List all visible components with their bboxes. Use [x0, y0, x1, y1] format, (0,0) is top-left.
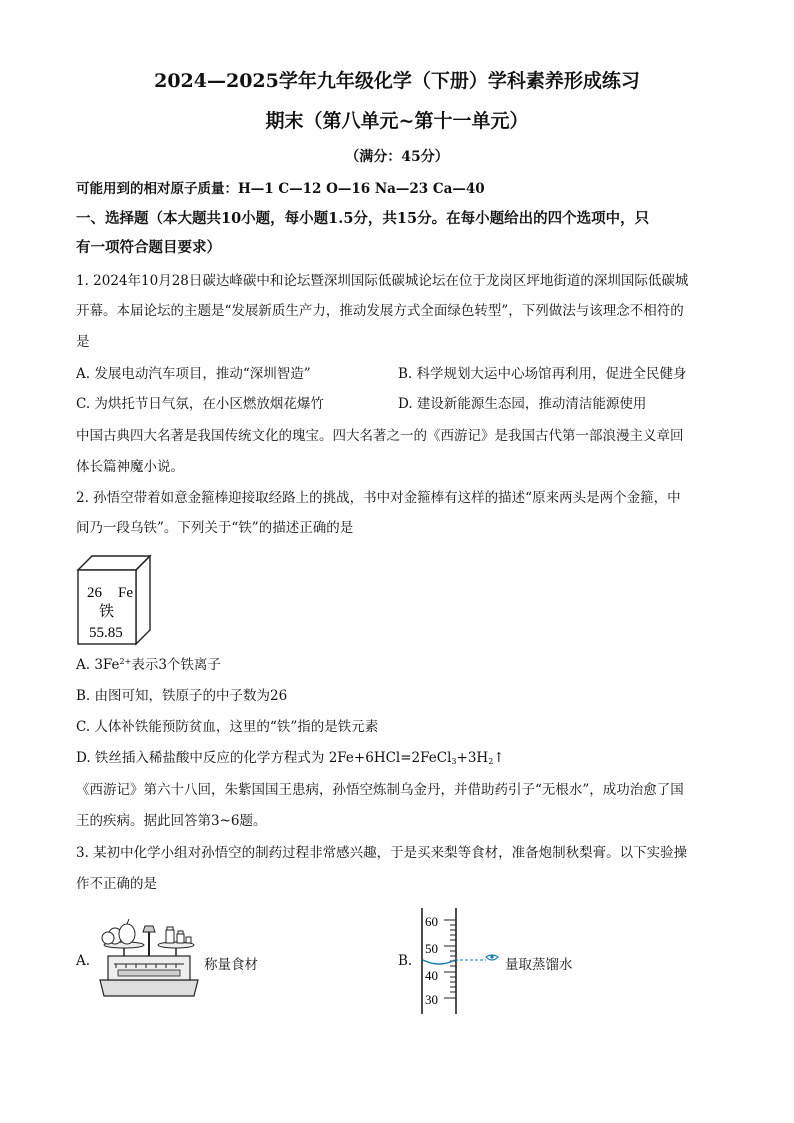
intro3-line1: 《西游记》第六十八回，朱紫国国王患病，孙悟空炼制乌金丹，并借助药引子“无根水”，成功治愈了国	[76, 782, 684, 798]
section-heading-line2: 有一项符合题目要求）	[76, 239, 221, 256]
atomic-masses: 可能用到的相对原子质量：H—1 C—12 O—16 Na—23 Ca—40	[76, 181, 485, 197]
intro2-line2: 体长篇神魔小说。	[76, 459, 184, 475]
q1-stem-line1: 1. 2024年10月28日碳达峰碳中和论坛暨深圳国际低碳城论坛在位于龙岗区坪地街道的深圳国际低碳城	[76, 273, 689, 289]
q2-option-c: C. 人体补铁能预防贫血，这里的“铁”指的是铁元素	[76, 719, 379, 735]
cylinder-tick-30: 30	[425, 992, 438, 1007]
cylinder-tick-50: 50	[425, 941, 438, 956]
q3-stem-line2: 作不正确的是	[76, 876, 157, 892]
q2-option-a-formula: A. 3Fe	[76, 657, 120, 673]
q2-option-d-mid: +3H	[456, 750, 489, 766]
q1-option-a: A. 发展电动汽车项目，推动“深圳智造”	[76, 366, 311, 382]
intro3-line2: 王的疾病。据此回答第3~6题。	[76, 813, 267, 829]
q1-option-d: D. 建设新能源生态园，推动清洁能源使用	[398, 396, 647, 412]
page-title: 2024—2025学年九年级化学（下册）学科素养形成练习	[154, 70, 640, 92]
q1-stem-line3: 是	[76, 334, 90, 350]
q2-option-d	[76, 748, 505, 768]
q2-stem-line1: 2. 孙悟空带着如意金箍棒迎接取经路上的挑战，书中对金箍棒有这样的描述“原来两头是两个金箍，中	[76, 490, 681, 506]
tile-atomic-number: 26	[87, 585, 102, 601]
q1-option-b: B. 科学规划大运中心场馆再利用，促进全民健身	[398, 366, 687, 382]
q2-option-a-charge: 2+	[119, 657, 132, 666]
q2-option-b: B. 由图可知，铁原子的中子数为26	[76, 688, 288, 704]
tile-atomic-mass: 55.85	[89, 625, 123, 641]
q3-option-a-letter: A.	[76, 953, 91, 969]
tile-symbol: Fe	[118, 585, 133, 601]
graduated-cylinder-figure	[414, 906, 514, 1020]
q3-option-b-letter: B.	[398, 953, 413, 969]
q2-stem-line2: 间乃一段乌铁”。下列关于“铁”的描述正确的是	[76, 520, 354, 536]
score-note: （满分：45分）	[345, 149, 449, 165]
q3-option-b-label: 量取蒸馏水	[505, 957, 573, 973]
section-heading-line1: 一、选择题（本大题共10小题，每小题1.5分，共15分。在每小题给出的四个选项中，只	[76, 210, 650, 227]
cylinder-tick-60: 60	[425, 914, 438, 929]
page-subtitle: 期末（第八单元~第十一单元）	[265, 110, 529, 132]
q2-option-d-sub2: 2	[488, 757, 494, 766]
tile-name: 铁	[99, 602, 115, 620]
q3-stem-line1: 3. 某初中化学小组对孙悟空的制药过程非常感兴趣，于是买来梨等食材，准备炮制秋梨膏。以下实验操	[76, 845, 688, 861]
cylinder-tick-40: 40	[425, 968, 438, 983]
q2-option-d-arrow: ↑	[493, 750, 505, 766]
q3-option-a-label: 称量食材	[204, 957, 258, 973]
q2-option-d-text: D. 铁丝插入稀盐酸中反应的化学方程式为 2Fe+6HCl=2FeCl	[76, 750, 452, 766]
q2-option-d-sub1: 3	[451, 757, 457, 766]
intro2-line1: 中国古典四大名著是我国传统文化的瑰宝。四大名著之一的《西游记》是我国古代第一部浪漫主义章回	[76, 428, 684, 444]
balance-scale-figure	[94, 916, 204, 1004]
q2-option-a	[76, 655, 221, 675]
q1-stem-line2: 开幕。本届论坛的主题是“发展新质生产力，推动发展方式全面绿色转型”，下列做法与该理念不相符的	[76, 303, 684, 319]
iron-element-tile	[76, 552, 152, 650]
q1-option-c: C. 为烘托节日气氛，在小区燃放烟花爆竹	[76, 396, 324, 412]
q2-option-a-text: 表示3个铁离子	[131, 657, 221, 673]
